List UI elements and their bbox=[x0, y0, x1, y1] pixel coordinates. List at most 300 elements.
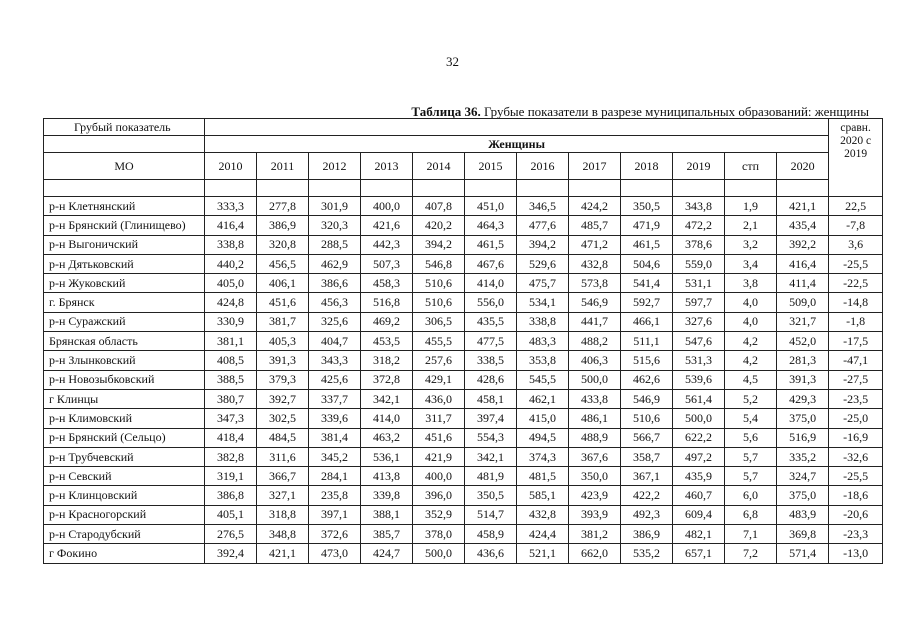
value-cell: 413,8 bbox=[361, 467, 413, 486]
indicator-header: Грубый показатель bbox=[44, 119, 205, 136]
value-cell: 421,1 bbox=[257, 544, 309, 563]
value-cell: 477,5 bbox=[465, 332, 517, 351]
value-cell: 429,3 bbox=[777, 389, 829, 408]
value-cell: 378,6 bbox=[673, 235, 725, 254]
value-cell: 327,6 bbox=[673, 312, 725, 331]
value-cell: 6,0 bbox=[725, 486, 777, 505]
year-header: 2017 bbox=[569, 153, 621, 180]
value-cell: 509,0 bbox=[777, 293, 829, 312]
year-header: 2020 bbox=[777, 153, 829, 180]
value-cell: 510,6 bbox=[621, 409, 673, 428]
value-cell: 374,3 bbox=[517, 447, 569, 466]
value-cell: 392,4 bbox=[205, 544, 257, 563]
table-row bbox=[44, 505, 883, 524]
value-cell: 422,2 bbox=[621, 486, 673, 505]
value-cell: -25,5 bbox=[829, 467, 883, 486]
value-cell: 369,8 bbox=[777, 525, 829, 544]
mo-name-cell: р-н Клетнянский bbox=[44, 197, 205, 216]
mo-name-cell: р-н Климовский bbox=[44, 409, 205, 428]
value-cell: 5,7 bbox=[725, 467, 777, 486]
value-cell: 339,6 bbox=[309, 409, 361, 428]
value-cell: 597,7 bbox=[673, 293, 725, 312]
value-cell: -17,5 bbox=[829, 332, 883, 351]
value-cell: 372,6 bbox=[309, 525, 361, 544]
value-cell: 257,6 bbox=[413, 351, 465, 370]
year-header: 2012 bbox=[309, 153, 361, 180]
value-cell: 475,7 bbox=[517, 274, 569, 293]
value-cell: 342,1 bbox=[361, 389, 413, 408]
value-cell: 516,9 bbox=[777, 428, 829, 447]
value-cell: 3,2 bbox=[725, 235, 777, 254]
value-cell: -13,0 bbox=[829, 544, 883, 563]
empty-cell bbox=[361, 180, 413, 197]
header-blank-cell bbox=[44, 136, 205, 153]
table-caption-label: Таблица 36. bbox=[411, 104, 481, 119]
value-cell: 420,2 bbox=[413, 216, 465, 235]
value-cell: 436,0 bbox=[413, 389, 465, 408]
value-cell: 346,5 bbox=[517, 197, 569, 216]
value-cell: 483,9 bbox=[777, 505, 829, 524]
value-cell: -47,1 bbox=[829, 351, 883, 370]
value-cell: 500,0 bbox=[673, 409, 725, 428]
value-cell: 414,0 bbox=[465, 274, 517, 293]
value-cell: 352,9 bbox=[413, 505, 465, 524]
header-row-indicator bbox=[44, 119, 883, 136]
value-cell: 494,5 bbox=[517, 428, 569, 447]
value-cell: 325,6 bbox=[309, 312, 361, 331]
value-cell: 338,8 bbox=[517, 312, 569, 331]
value-cell: 421,9 bbox=[413, 447, 465, 466]
value-cell: 456,3 bbox=[309, 293, 361, 312]
value-cell: 281,3 bbox=[777, 351, 829, 370]
value-cell: 366,7 bbox=[257, 467, 309, 486]
value-cell: 534,1 bbox=[517, 293, 569, 312]
value-cell: 416,4 bbox=[777, 254, 829, 273]
empty-cell bbox=[777, 180, 829, 197]
table-row bbox=[44, 389, 883, 408]
value-cell: 388,5 bbox=[205, 370, 257, 389]
value-cell: 343,8 bbox=[673, 197, 725, 216]
value-cell: 4,5 bbox=[725, 370, 777, 389]
value-cell: 473,0 bbox=[309, 544, 361, 563]
value-cell: 327,1 bbox=[257, 486, 309, 505]
value-cell: 461,5 bbox=[621, 235, 673, 254]
value-cell: 335,2 bbox=[777, 447, 829, 466]
empty-cell bbox=[569, 180, 621, 197]
value-cell: 414,0 bbox=[361, 409, 413, 428]
value-cell: 3,6 bbox=[829, 235, 883, 254]
value-cell: 481,9 bbox=[465, 467, 517, 486]
value-cell: 353,8 bbox=[517, 351, 569, 370]
value-cell: 367,1 bbox=[621, 467, 673, 486]
value-cell: 367,6 bbox=[569, 447, 621, 466]
value-cell: 500,0 bbox=[569, 370, 621, 389]
value-cell: 456,5 bbox=[257, 254, 309, 273]
value-cell: 521,1 bbox=[517, 544, 569, 563]
value-cell: 441,7 bbox=[569, 312, 621, 331]
value-cell: 405,1 bbox=[205, 505, 257, 524]
value-cell: 421,6 bbox=[361, 216, 413, 235]
value-cell: 4,2 bbox=[725, 332, 777, 351]
value-cell: 404,7 bbox=[309, 332, 361, 351]
value-cell: 472,2 bbox=[673, 216, 725, 235]
value-cell: 585,1 bbox=[517, 486, 569, 505]
empty-cell bbox=[413, 180, 465, 197]
value-cell: 411,4 bbox=[777, 274, 829, 293]
value-cell: -20,6 bbox=[829, 505, 883, 524]
year-header: 2014 bbox=[413, 153, 465, 180]
value-cell: 463,2 bbox=[361, 428, 413, 447]
indicators-table bbox=[43, 118, 883, 564]
value-cell: 394,2 bbox=[517, 235, 569, 254]
value-cell: 529,6 bbox=[517, 254, 569, 273]
value-cell: 386,6 bbox=[309, 274, 361, 293]
value-cell: 432,8 bbox=[517, 505, 569, 524]
value-cell: 488,9 bbox=[569, 428, 621, 447]
value-cell: 321,7 bbox=[777, 312, 829, 331]
mo-name-cell: р-н Стародубский bbox=[44, 525, 205, 544]
value-cell: 435,4 bbox=[777, 216, 829, 235]
value-cell: 375,0 bbox=[777, 409, 829, 428]
value-cell: 415,0 bbox=[517, 409, 569, 428]
value-cell: 386,9 bbox=[621, 525, 673, 544]
subgroup-header: Женщины bbox=[205, 136, 829, 153]
value-cell: 5,2 bbox=[725, 389, 777, 408]
value-cell: 378,0 bbox=[413, 525, 465, 544]
empty-cell bbox=[44, 180, 205, 197]
value-cell: 481,5 bbox=[517, 467, 569, 486]
value-cell: 337,7 bbox=[309, 389, 361, 408]
value-cell: 400,0 bbox=[413, 467, 465, 486]
value-cell: 662,0 bbox=[569, 544, 621, 563]
value-cell: 531,3 bbox=[673, 351, 725, 370]
empty-cell bbox=[621, 180, 673, 197]
header-row-years bbox=[44, 153, 883, 180]
value-cell: 330,9 bbox=[205, 312, 257, 331]
value-cell: 381,1 bbox=[205, 332, 257, 351]
value-cell: 301,9 bbox=[309, 197, 361, 216]
value-cell: 435,5 bbox=[465, 312, 517, 331]
value-cell: 381,7 bbox=[257, 312, 309, 331]
value-cell: -23,5 bbox=[829, 389, 883, 408]
table-row bbox=[44, 293, 883, 312]
value-cell: 397,4 bbox=[465, 409, 517, 428]
value-cell: 324,7 bbox=[777, 467, 829, 486]
empty-cell bbox=[205, 180, 257, 197]
value-cell: 392,7 bbox=[257, 389, 309, 408]
value-cell: 358,7 bbox=[621, 447, 673, 466]
value-cell: 566,7 bbox=[621, 428, 673, 447]
value-cell: 375,0 bbox=[777, 486, 829, 505]
value-cell: -32,6 bbox=[829, 447, 883, 466]
year-header: 2011 bbox=[257, 153, 309, 180]
value-cell: 379,3 bbox=[257, 370, 309, 389]
value-cell: 396,0 bbox=[413, 486, 465, 505]
value-cell: 435,9 bbox=[673, 467, 725, 486]
value-cell: 545,5 bbox=[517, 370, 569, 389]
value-cell: 338,5 bbox=[465, 351, 517, 370]
value-cell: 511,1 bbox=[621, 332, 673, 351]
value-cell: 609,4 bbox=[673, 505, 725, 524]
value-cell: -22,5 bbox=[829, 274, 883, 293]
value-cell: 388,1 bbox=[361, 505, 413, 524]
value-cell: 350,5 bbox=[621, 197, 673, 216]
year-header: 2018 bbox=[621, 153, 673, 180]
value-cell: 460,7 bbox=[673, 486, 725, 505]
value-cell: 3,8 bbox=[725, 274, 777, 293]
value-cell: 510,6 bbox=[413, 274, 465, 293]
table-row bbox=[44, 274, 883, 293]
value-cell: 451,6 bbox=[413, 428, 465, 447]
value-cell: 400,0 bbox=[361, 197, 413, 216]
value-cell: 302,5 bbox=[257, 409, 309, 428]
value-cell: 405,3 bbox=[257, 332, 309, 351]
empty-cell bbox=[517, 180, 569, 197]
value-cell: 546,9 bbox=[621, 389, 673, 408]
value-cell: -1,8 bbox=[829, 312, 883, 331]
value-cell: 343,3 bbox=[309, 351, 361, 370]
value-cell: 573,8 bbox=[569, 274, 621, 293]
value-cell: 424,4 bbox=[517, 525, 569, 544]
table-row bbox=[44, 428, 883, 447]
value-cell: 5,6 bbox=[725, 428, 777, 447]
value-cell: -25,5 bbox=[829, 254, 883, 273]
value-cell: 2,1 bbox=[725, 216, 777, 235]
value-cell: 6,8 bbox=[725, 505, 777, 524]
empty-cell bbox=[257, 180, 309, 197]
value-cell: 504,6 bbox=[621, 254, 673, 273]
table-row bbox=[44, 312, 883, 331]
value-cell: 452,0 bbox=[777, 332, 829, 351]
table-row bbox=[44, 370, 883, 389]
value-cell: 622,2 bbox=[673, 428, 725, 447]
value-cell: 319,1 bbox=[205, 467, 257, 486]
value-cell: 4,0 bbox=[725, 293, 777, 312]
value-cell: 345,2 bbox=[309, 447, 361, 466]
value-cell: 464,3 bbox=[465, 216, 517, 235]
empty-cell bbox=[725, 180, 777, 197]
value-cell: 541,4 bbox=[621, 274, 673, 293]
value-cell: -7,8 bbox=[829, 216, 883, 235]
value-cell: 433,8 bbox=[569, 389, 621, 408]
value-cell: 4,2 bbox=[725, 351, 777, 370]
value-cell: 462,9 bbox=[309, 254, 361, 273]
table-row bbox=[44, 351, 883, 370]
value-cell: 416,4 bbox=[205, 216, 257, 235]
value-cell: 408,5 bbox=[205, 351, 257, 370]
value-cell: 471,2 bbox=[569, 235, 621, 254]
value-cell: 386,9 bbox=[257, 216, 309, 235]
value-cell: 350,0 bbox=[569, 467, 621, 486]
value-cell: 515,6 bbox=[621, 351, 673, 370]
value-cell: 276,5 bbox=[205, 525, 257, 544]
value-cell: 432,8 bbox=[569, 254, 621, 273]
value-cell: 380,7 bbox=[205, 389, 257, 408]
header-spacer bbox=[205, 119, 829, 136]
value-cell: 469,2 bbox=[361, 312, 413, 331]
value-cell: 392,2 bbox=[777, 235, 829, 254]
value-cell: 333,3 bbox=[205, 197, 257, 216]
mo-name-cell: г Фокино bbox=[44, 544, 205, 563]
value-cell: -18,6 bbox=[829, 486, 883, 505]
value-cell: 394,2 bbox=[413, 235, 465, 254]
value-cell: 484,5 bbox=[257, 428, 309, 447]
value-cell: 397,1 bbox=[309, 505, 361, 524]
value-cell: 393,9 bbox=[569, 505, 621, 524]
value-cell: 318,2 bbox=[361, 351, 413, 370]
value-cell: 571,4 bbox=[777, 544, 829, 563]
value-cell: 436,6 bbox=[465, 544, 517, 563]
value-cell: 350,5 bbox=[465, 486, 517, 505]
value-cell: 429,1 bbox=[413, 370, 465, 389]
value-cell: 288,5 bbox=[309, 235, 361, 254]
value-cell: 339,8 bbox=[361, 486, 413, 505]
value-cell: 516,8 bbox=[361, 293, 413, 312]
year-header: стп bbox=[725, 153, 777, 180]
mo-name-cell: р-н Брянский (Сельцо) bbox=[44, 428, 205, 447]
value-cell: 547,6 bbox=[673, 332, 725, 351]
mo-name-cell: г Клинцы bbox=[44, 389, 205, 408]
value-cell: 235,8 bbox=[309, 486, 361, 505]
value-cell: 556,0 bbox=[465, 293, 517, 312]
value-cell: 458,9 bbox=[465, 525, 517, 544]
table-caption-text: Грубые показатели в разрезе муниципальных образований: женщины bbox=[480, 104, 869, 119]
comparison-header bbox=[829, 119, 883, 197]
value-cell: 382,8 bbox=[205, 447, 257, 466]
value-cell: -23,3 bbox=[829, 525, 883, 544]
value-cell: 306,5 bbox=[413, 312, 465, 331]
value-cell: 407,8 bbox=[413, 197, 465, 216]
value-cell: 455,5 bbox=[413, 332, 465, 351]
value-cell: 488,2 bbox=[569, 332, 621, 351]
value-cell: -25,0 bbox=[829, 409, 883, 428]
value-cell: 483,3 bbox=[517, 332, 569, 351]
mo-name-cell: р-н Суражский bbox=[44, 312, 205, 331]
value-cell: 466,1 bbox=[621, 312, 673, 331]
value-cell: 348,8 bbox=[257, 525, 309, 544]
value-cell: 311,7 bbox=[413, 409, 465, 428]
value-cell: -14,8 bbox=[829, 293, 883, 312]
mo-name-cell: р-н Красногорский bbox=[44, 505, 205, 524]
value-cell: 535,2 bbox=[621, 544, 673, 563]
value-cell: 458,3 bbox=[361, 274, 413, 293]
value-cell: 421,1 bbox=[777, 197, 829, 216]
mo-name-cell: р-н Злынковский bbox=[44, 351, 205, 370]
value-cell: 405,0 bbox=[205, 274, 257, 293]
mo-name-cell: р-н Выгоничский bbox=[44, 235, 205, 254]
mo-name-cell: р-н Брянский (Глинищево) bbox=[44, 216, 205, 235]
value-cell: 500,0 bbox=[413, 544, 465, 563]
year-header: 2015 bbox=[465, 153, 517, 180]
value-cell: 318,8 bbox=[257, 505, 309, 524]
table-row bbox=[44, 197, 883, 216]
mo-name-cell: Брянская область bbox=[44, 332, 205, 351]
value-cell: 342,1 bbox=[465, 447, 517, 466]
value-cell: 424,7 bbox=[361, 544, 413, 563]
value-cell: 485,7 bbox=[569, 216, 621, 235]
mo-name-cell: г. Брянск bbox=[44, 293, 205, 312]
mo-name-cell: р-н Севский bbox=[44, 467, 205, 486]
value-cell: 546,8 bbox=[413, 254, 465, 273]
value-cell: 531,1 bbox=[673, 274, 725, 293]
value-cell: 406,1 bbox=[257, 274, 309, 293]
year-header: 2016 bbox=[517, 153, 569, 180]
value-cell: 7,2 bbox=[725, 544, 777, 563]
empty-cell bbox=[465, 180, 517, 197]
value-cell: 559,0 bbox=[673, 254, 725, 273]
value-cell: 428,6 bbox=[465, 370, 517, 389]
table-row bbox=[44, 544, 883, 563]
comparison-header-text: сравн. 2020 с 2019 bbox=[840, 122, 872, 160]
value-cell: 657,1 bbox=[673, 544, 725, 563]
value-cell: 284,1 bbox=[309, 467, 361, 486]
value-cell: 546,9 bbox=[569, 293, 621, 312]
value-cell: 3,4 bbox=[725, 254, 777, 273]
value-cell: 425,6 bbox=[309, 370, 361, 389]
value-cell: 514,7 bbox=[465, 505, 517, 524]
value-cell: 477,6 bbox=[517, 216, 569, 235]
header-row-empty bbox=[44, 180, 883, 197]
value-cell: 462,1 bbox=[517, 389, 569, 408]
value-cell: 507,3 bbox=[361, 254, 413, 273]
empty-cell bbox=[309, 180, 361, 197]
value-cell: 440,2 bbox=[205, 254, 257, 273]
header-row-subgroup bbox=[44, 136, 883, 153]
value-cell: 372,8 bbox=[361, 370, 413, 389]
value-cell: 482,1 bbox=[673, 525, 725, 544]
value-cell: 385,7 bbox=[361, 525, 413, 544]
value-cell: 391,3 bbox=[777, 370, 829, 389]
mo-name-cell: р-н Трубчевский bbox=[44, 447, 205, 466]
empty-cell bbox=[673, 180, 725, 197]
table-row bbox=[44, 409, 883, 428]
value-cell: 442,3 bbox=[361, 235, 413, 254]
value-cell: 424,2 bbox=[569, 197, 621, 216]
value-cell: 486,1 bbox=[569, 409, 621, 428]
value-cell: 1,9 bbox=[725, 197, 777, 216]
page-number: 32 bbox=[446, 54, 459, 69]
value-cell: 467,6 bbox=[465, 254, 517, 273]
value-cell: 423,9 bbox=[569, 486, 621, 505]
value-cell: 5,4 bbox=[725, 409, 777, 428]
value-cell: 391,3 bbox=[257, 351, 309, 370]
table-row bbox=[44, 235, 883, 254]
value-cell: 458,1 bbox=[465, 389, 517, 408]
value-cell: 320,8 bbox=[257, 235, 309, 254]
value-cell: 554,3 bbox=[465, 428, 517, 447]
value-cell: 492,3 bbox=[621, 505, 673, 524]
year-header: 2019 bbox=[673, 153, 725, 180]
year-header: 2013 bbox=[361, 153, 413, 180]
value-cell: 386,8 bbox=[205, 486, 257, 505]
table-row bbox=[44, 467, 883, 486]
mo-header: МО bbox=[44, 153, 205, 180]
mo-name-cell: р-н Новозыбковский bbox=[44, 370, 205, 389]
value-cell: 424,8 bbox=[205, 293, 257, 312]
value-cell: 536,1 bbox=[361, 447, 413, 466]
table-row bbox=[44, 447, 883, 466]
table-row bbox=[44, 254, 883, 273]
value-cell: 320,3 bbox=[309, 216, 361, 235]
table-row bbox=[44, 332, 883, 351]
value-cell: 453,5 bbox=[361, 332, 413, 351]
value-cell: 338,8 bbox=[205, 235, 257, 254]
value-cell: 381,4 bbox=[309, 428, 361, 447]
value-cell: 5,7 bbox=[725, 447, 777, 466]
value-cell: 461,5 bbox=[465, 235, 517, 254]
value-cell: -27,5 bbox=[829, 370, 883, 389]
value-cell: -16,9 bbox=[829, 428, 883, 447]
